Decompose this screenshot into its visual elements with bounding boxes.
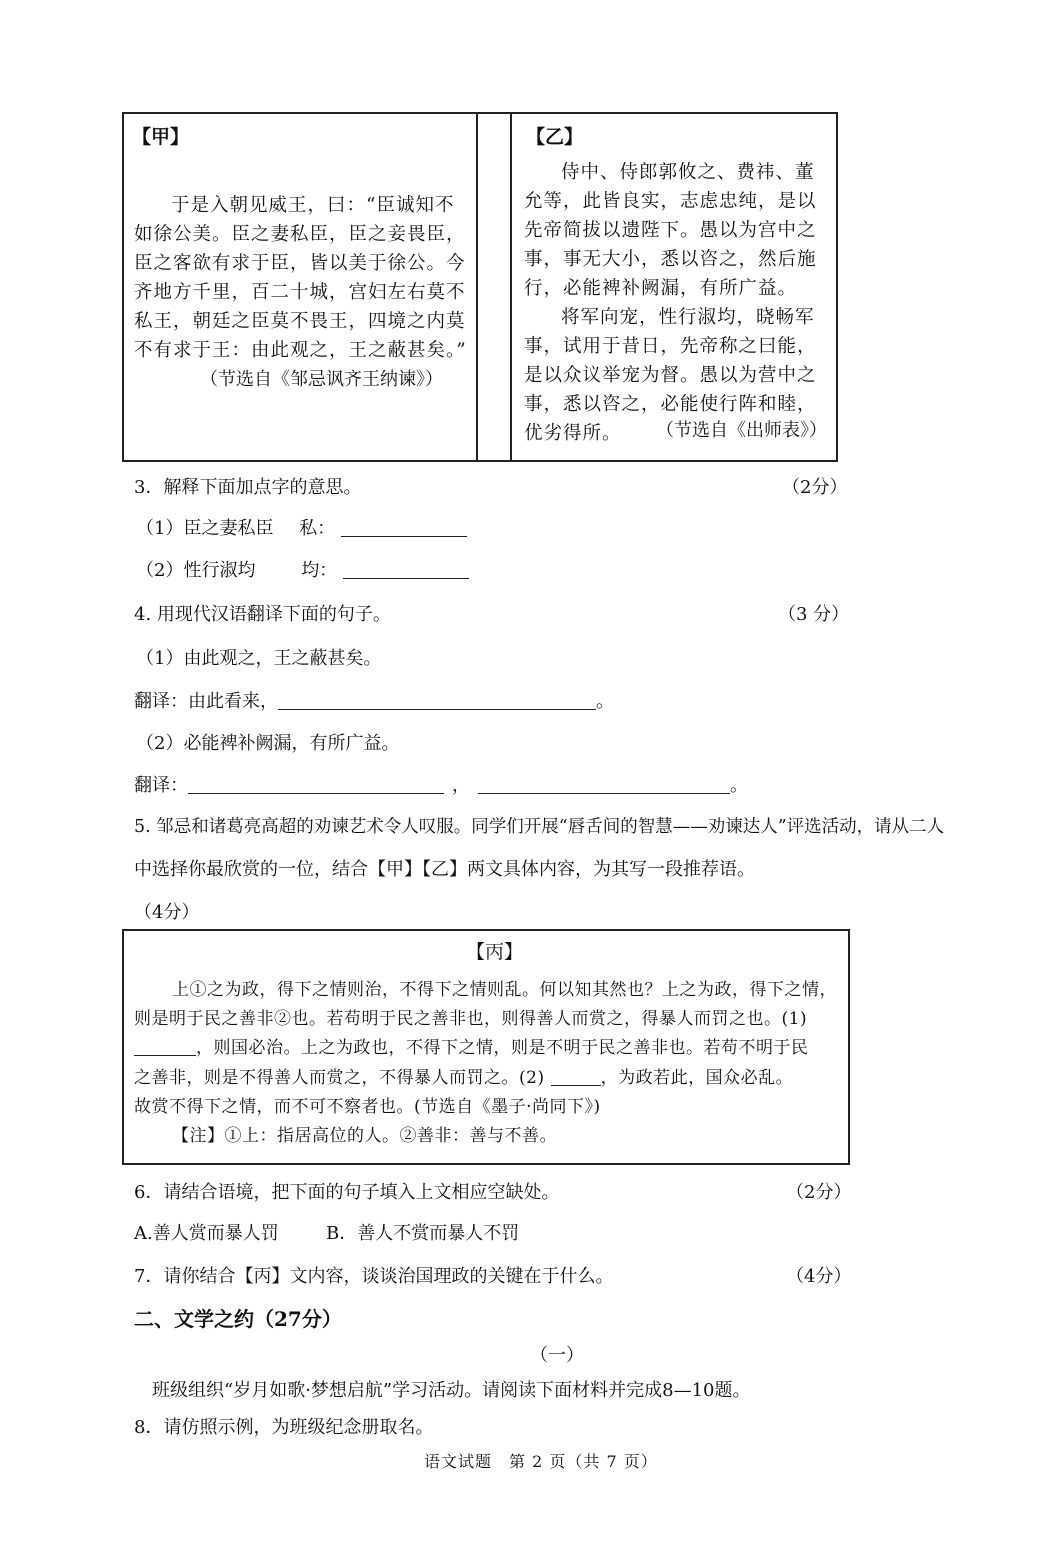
q3-item-2: [136, 556, 469, 582]
q3-score: （2分）: [782, 477, 848, 498]
q5-line-1: 5. 邹忌和诸葛亮高超的劝谏艺术令人叹服。同学们开展“唇舌间的智慧——劝谏达人”评选活动，请从二人: [134, 817, 945, 837]
q4-translation-2-prefix: 翻译：: [134, 775, 188, 796]
passage-bing-blank-1[interactable]: [134, 1037, 196, 1056]
q4-translation-2-period: 。: [730, 775, 748, 796]
passage-bing-tag: 【丙】: [466, 941, 524, 963]
q3-item-2-key: 均：: [301, 560, 338, 581]
q3-item-1-text: （1）臣之妻私臣: [136, 518, 274, 539]
q4-sentence-1: （1）由此观之，王之蔽甚矣。: [136, 648, 382, 669]
passage-bing-line-4b: ，为政若此，国众必乱。: [600, 1068, 794, 1088]
passage-yi-tag: 【乙】: [526, 126, 584, 148]
q7-stem: 7．请你结合【丙】文内容，谈谈治国理政的关键在于什么。: [134, 1266, 614, 1287]
passage-yi-source: （节选自《出师表》）: [656, 420, 827, 441]
section-2-subtitle: （一）: [530, 1345, 584, 1366]
page-footer: 语文试题 第 2 页（共 7 页）: [424, 1452, 658, 1471]
q6-score: （2分）: [786, 1182, 852, 1203]
q4-answer-2a[interactable]: [188, 775, 444, 794]
q6-option-b: B．善人不赏而暴人不罚: [326, 1223, 520, 1244]
passage-jia-source: （节选自《邹忌讽齐王纳谏》）: [200, 369, 443, 390]
q6-stem: 6．请结合语境，把下面的句子填入上文相应空缺处。: [134, 1182, 560, 1203]
passage-jia-tag: 【甲】: [132, 126, 190, 148]
q3-stem: 3．解释下面加点字的意思。: [134, 477, 362, 498]
passage-bing-line-4: [134, 1063, 793, 1093]
q3-answer-1[interactable]: [341, 518, 467, 537]
q5-score: （4分）: [134, 902, 200, 923]
section-2-title: 二、文学之约（27分）: [134, 1307, 342, 1331]
section-2-intro: 班级组织“岁月如歌·梦想启航”学习活动。请阅读下面材料并完成8—10题。: [152, 1380, 751, 1401]
q3-answer-2[interactable]: [343, 560, 469, 579]
q4-score: （3 分）: [778, 604, 850, 625]
passage-bing-line-2: 则是明于民之善非②也。若苟明于民之善非也，则得善人而赏之，得暴人而罚之也。(1): [134, 1009, 808, 1029]
passage-bing-blank-2[interactable]: [551, 1067, 601, 1086]
passage-yi-p2: 将军向宠，性行淑均，晓畅军事，试用于昔日，先帝称之曰能，是以众议举宠为督。愚以为营中之事，悉以咨之，必能使行阵和睦，优劣得所。: [524, 307, 817, 444]
passage-bing-line-4a: 之善非，则是不得善人而赏之，不得暴人而罚之。(2): [134, 1068, 545, 1088]
passage-bing-note: 【注】①上：指居高位的人。②善非：善与不善。: [172, 1126, 557, 1146]
passage-yi-divider: [510, 113, 512, 461]
q3-item-1: [136, 514, 467, 540]
q4-sentence-2: （2）必能裨补阙漏，有所广益。: [136, 733, 400, 754]
passage-bing-line-1: 上①之为政，得下之情则治，不得下之情则乱。何以知其然也？上之为政，得下之情，: [172, 980, 837, 1000]
passage-yi-p1: 侍中、侍郎郭攸之、费祎、董允等，此皆良实，志虑忠纯，是以先帝简拔以遗陛下。愚以为宫中之事，事无大小，悉以咨之，然后施行，必能裨补阙漏，有所广益。: [524, 162, 817, 299]
passage-jia-text: 于是入朝见威王，曰：“臣诚知不如徐公美。臣之妻私臣，臣之妾畏臣，臣之客欲有求于臣，皆以美于徐公。今齐地方千里，百二十城，宫妇左右莫不私王，朝廷之臣莫不畏王，四境之内莫不有求于王：由此观之，王之蔽甚矣。”: [134, 195, 467, 361]
passage-bing-line-3: [134, 1033, 809, 1063]
passage-bing-line-3-text: ，则国必治。上之为政也，不得下之情，则是不明于民之善非也。若苟不明于民: [196, 1038, 809, 1058]
q4-answer-2b[interactable]: [478, 775, 730, 794]
passage-bing-line-5: 故赏不得下之情，而不可不察者也。(节选自《墨子·尚同下》): [134, 1097, 601, 1117]
q4-translation-1-prefix: 翻译：由此看来，: [134, 691, 278, 712]
q4-translation-1-period: 。: [596, 691, 614, 712]
q4-translation-2-comma: ，: [452, 775, 470, 796]
q4-translation-2: [134, 771, 748, 797]
q3-item-1-key: 私：: [299, 518, 336, 539]
q8-stem: 8．请仿照示例，为班级纪念册取名。: [134, 1417, 434, 1438]
q3-item-2-text: （2）性行淑均: [136, 560, 256, 581]
q6-option-a: A.善人赏而暴人罚: [134, 1223, 279, 1244]
q5-line-2: 中选择你最欣赏的一位，结合【甲】【乙】两文具体内容，为其写一段推荐语。: [134, 859, 755, 880]
q4-answer-1[interactable]: [278, 691, 596, 710]
q7-score: （4分）: [786, 1266, 852, 1287]
q4-stem: 4. 用现代汉语翻译下面的句子。: [134, 604, 391, 625]
q4-translation-1: [134, 687, 614, 713]
